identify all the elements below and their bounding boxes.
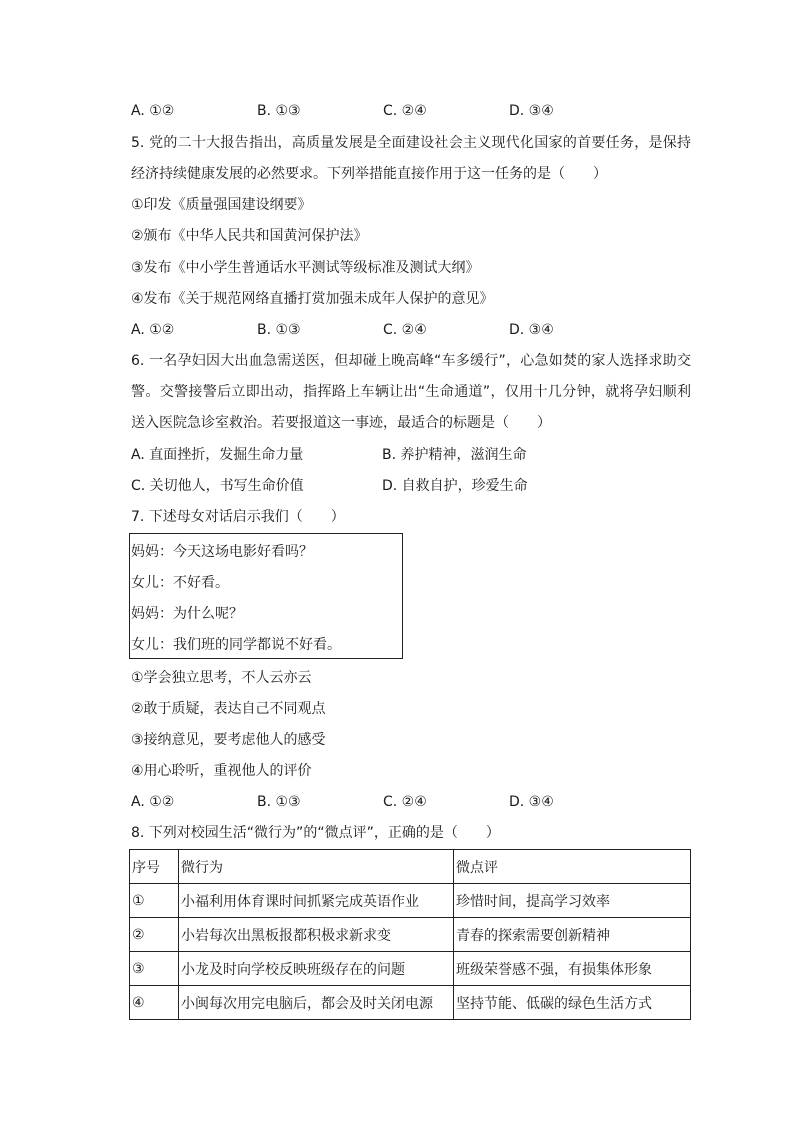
table-cell: 小龙及时向学校反映班级存在的问题 bbox=[179, 952, 454, 986]
q8-table bbox=[129, 849, 691, 1020]
q6-option-c: C. 关切他人，书写生命价值 bbox=[131, 478, 304, 494]
table-header-row bbox=[130, 850, 691, 884]
q6-option-b: B. 养护精神，滋润生命 bbox=[382, 447, 527, 463]
table-cell: 小岩每次出黑板报都积极求新求变 bbox=[179, 918, 454, 952]
table-row bbox=[130, 952, 691, 986]
table-cell: ③ bbox=[130, 952, 179, 986]
q6-options-row2 bbox=[131, 476, 633, 496]
q5-item-3: ③发布《中小学生普通话水平测试等级标准及测试大纲》 bbox=[131, 260, 480, 276]
q6-option-d: D. 自救自护，珍爱生命 bbox=[382, 478, 528, 494]
table-row bbox=[130, 986, 691, 1020]
q5-option-a: A. ①② bbox=[131, 322, 175, 338]
q8-stem: 8. 下列对校园生活“微行为”的“微点评”，正确的是（ ） bbox=[131, 825, 500, 841]
q7-options bbox=[131, 792, 635, 812]
table-cell: 青春的探索需要创新精神 bbox=[454, 918, 691, 952]
q4-option-c: C. ②④ bbox=[383, 103, 427, 119]
dialogue-line: 妈妈：今天这场电影好看吗？ bbox=[131, 544, 313, 560]
table-cell: ② bbox=[130, 918, 179, 952]
q5-item-4: ④发布《关于规范网络直播打赏加强未成年人保护的意见》 bbox=[131, 291, 494, 307]
q4-option-b: B. ①③ bbox=[257, 103, 301, 119]
q7-item-3: ③接纳意见，要考虑他人的感受 bbox=[131, 732, 326, 748]
q5-stem: 5. 党的二十大报告指出，高质量发展是全面建设社会主义现代化国家的首要任务，是保持经济持续健康发展的必然要求。下列举措能直接作用于这一任务的是（ ） bbox=[131, 135, 691, 182]
q4-option-a: A. ①② bbox=[131, 103, 175, 119]
q5-option-d: D. ③④ bbox=[509, 322, 554, 338]
table-row bbox=[130, 918, 691, 952]
q7-item-4: ④用心聆听，重视他人的评价 bbox=[131, 763, 312, 779]
table-cell: ④ bbox=[130, 986, 179, 1020]
table-cell: 小福利用体育课时间抓紧完成英语作业 bbox=[179, 884, 454, 918]
header-cell: 微点评 bbox=[454, 850, 691, 884]
q7-option-b: B. ①③ bbox=[257, 794, 301, 810]
table-row bbox=[130, 884, 691, 918]
table-cell: ① bbox=[130, 884, 179, 918]
q6-options-row1 bbox=[131, 445, 633, 465]
table-cell: 小闽每次用完电脑后，都会及时关闭电源 bbox=[179, 986, 454, 1020]
header-cell: 微行为 bbox=[179, 850, 454, 884]
q4-option-d: D. ③④ bbox=[509, 103, 554, 119]
q5-options bbox=[131, 320, 635, 340]
q5-option-c: C. ②④ bbox=[383, 322, 427, 338]
q6-option-a: A. 直面挫折，发掘生命力量 bbox=[131, 447, 304, 463]
q5-item-2: ②颁布《中华人民共和国黄河保护法》 bbox=[131, 228, 368, 244]
q7-option-d: D. ③④ bbox=[509, 794, 554, 810]
dialogue-line: 妈妈：为什么呢？ bbox=[131, 606, 243, 622]
table-cell: 珍惜时间，提高学习效率 bbox=[454, 884, 691, 918]
q7-option-a: A. ①② bbox=[131, 794, 175, 810]
dialogue-line: 女儿：我们班的同学都说不好看。 bbox=[131, 637, 341, 653]
q4-options bbox=[131, 101, 635, 121]
header-cell: 序号 bbox=[130, 850, 179, 884]
q5-item-1: ①印发《质量强国建设纲要》 bbox=[131, 197, 312, 213]
q7-stem: 7. 下述母女对话启示我们（ ） bbox=[131, 509, 345, 525]
q7-item-1: ①学会独立思考，不人云亦云 bbox=[131, 670, 312, 686]
table-cell: 坚持节能、低碳的绿色生活方式 bbox=[454, 986, 691, 1020]
table-cell: 班级荣誉感不强，有损集体形象 bbox=[454, 952, 691, 986]
q7-item-2: ②敢于质疑，表达自己不同观点 bbox=[131, 701, 326, 717]
q7-dialogue-box bbox=[129, 533, 403, 659]
q6-stem: 6. 一名孕妇因大出血急需送医，但却碰上晚高峰“车多缓行”，心急如焚的家人选择求助交警。交警接警后立即出动，指挥路上车辆让出“生命通道”，仅用十几分钟，就将孕妇顺利送入医院急诊室救治。若要报道这一事迹，最适合的标题是（ ） bbox=[131, 353, 691, 431]
q7-option-c: C. ②④ bbox=[383, 794, 427, 810]
dialogue-line: 女儿：不好看。 bbox=[131, 575, 229, 591]
q5-option-b: B. ①③ bbox=[257, 322, 301, 338]
